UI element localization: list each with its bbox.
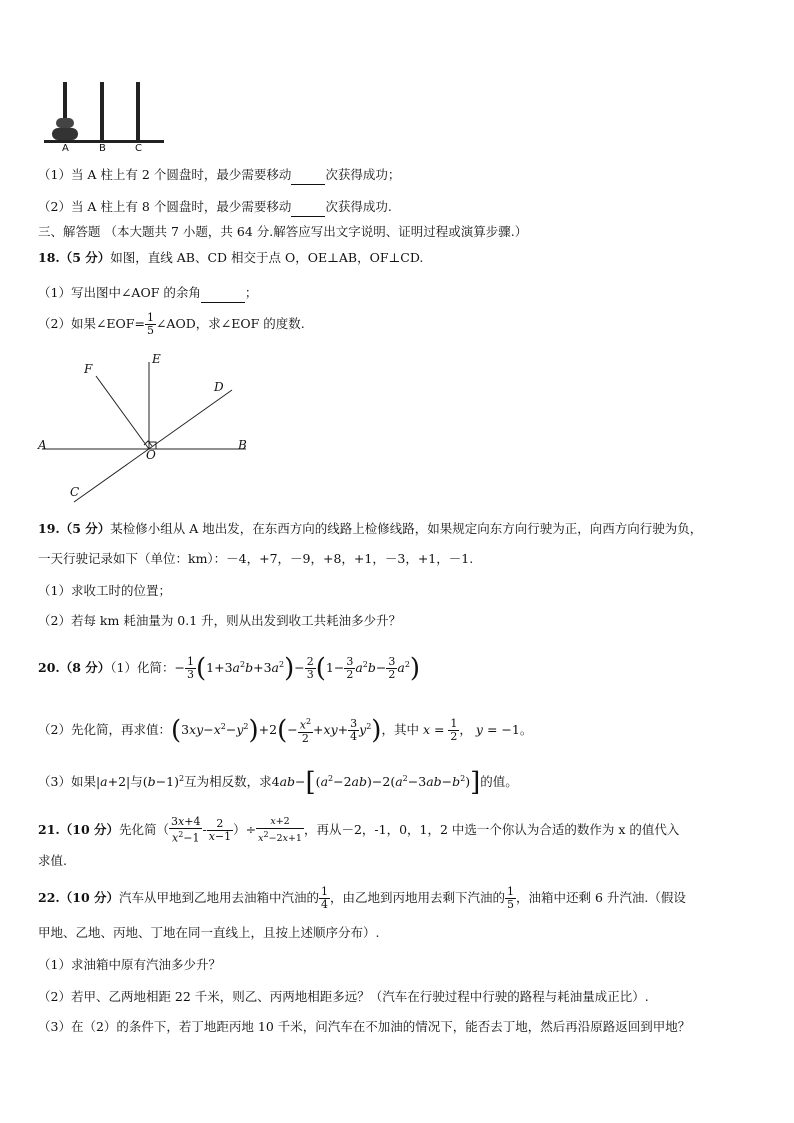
q21-text-a: 先化简（ <box>119 822 170 838</box>
point-label-e: E <box>152 352 161 366</box>
q21-line1 <box>38 816 679 845</box>
hanoi-q1-text: （1）当 A 柱上有 2 个圆盘时，最少需要移动 <box>38 167 292 182</box>
hanoi-label-c: C <box>135 143 142 154</box>
q19-sub1: （1）求收工时的位置； <box>38 583 171 598</box>
point-label-d: D <box>214 380 224 394</box>
hanoi-q1 <box>38 166 400 185</box>
q22-sub1: （1）求油箱中原有汽油多少升？ <box>38 957 221 972</box>
math-expression: $4ab-[(a^2-2ab)-2(a^2-3ab-b^2)]$ <box>271 767 481 798</box>
q19-sub2: （2）若每 km 耗油量为 0.1 升，则从出发到收工共耗油多少升？ <box>38 613 402 628</box>
answer-blank <box>291 166 325 185</box>
q18-sub1-text: （1）写出图中∠AOF 的余角 <box>38 285 201 300</box>
q22-text-a: 汽车从甲地到乙地用去油箱中汽油的 <box>119 890 320 905</box>
answer-blank <box>201 284 245 303</box>
hanoi-q1-end: 次获得成功； <box>325 167 401 182</box>
fraction: $\frac{1}{5}$ <box>507 885 515 911</box>
q20-sub3-label: （3）如果 <box>38 774 96 790</box>
point-label-a: A <box>38 438 47 452</box>
q20-sub3-end: 互为相反数，求 <box>184 774 272 790</box>
q19-line2: 一天行驶记录如下（单位：km）：－4，+7，－9，+8，+1，－3，+1，－1. <box>38 551 474 566</box>
q20-sub1-label: （1）化简： <box>110 660 175 676</box>
q18-sub1 <box>38 284 257 303</box>
q19-text: 某检修小组从 A 地出发，在东西方向的线路上检修线路，如果规定向东方向行驶为正，向西方向行驶为负， <box>110 521 703 536</box>
q20-sub3-mid: 与 <box>130 774 143 790</box>
math-expression: $(b-1)^2$ <box>142 774 185 790</box>
answer-blank <box>291 198 325 217</box>
math-expression: |a+2| <box>95 774 131 790</box>
q19-head: 19.（5 分） <box>38 521 111 536</box>
condition-expression: x = $\frac{1}{2}$ ， y = −1。 <box>422 716 533 743</box>
point-label-f: F <box>84 362 93 376</box>
section-title: 三、解答题 <box>38 224 101 239</box>
q18-sub2 <box>38 312 305 337</box>
hanoi-label-a: A <box>62 143 69 154</box>
q20-sub1 <box>38 653 421 684</box>
q19-line1 <box>38 520 702 538</box>
hanoi-q2-text: （2）当 A 柱上有 8 个圆盘时，最少需要移动 <box>38 199 292 214</box>
q21-head: 21.（10 分） <box>38 822 119 838</box>
hanoi-label-b: B <box>99 143 106 154</box>
q18-sub1-end: ； <box>244 285 258 300</box>
q22-sub3: （3）在（2）的条件下，若丁地距丙地 10 千米，问汽车在不加油的情况下，能否去丁地，然后再沿原路返回到甲地？ <box>38 1019 691 1034</box>
hanoi-q2 <box>38 198 392 217</box>
q20-head: 20.（8 分） <box>38 660 111 676</box>
q20-sub2-label: （2）先化简，再求值： <box>38 721 171 737</box>
section-desc: （本大题共 7 小题，共 64 分.解答应写出文字说明、证明过程或演算步骤.） <box>104 224 528 239</box>
q18-stem <box>38 249 423 267</box>
q18-head: 18.（5 分） <box>38 250 111 265</box>
q21-line2: 求值. <box>38 853 67 868</box>
fraction: $\frac{1}{4}$ <box>321 885 329 911</box>
point-label-c: C <box>70 485 80 499</box>
math-expression: $(3xy-x^2-y^2)+2(-$ $\frac{x^2}{2}$ +xy+ $\frac{3}{4}$ $y^2$) <box>170 715 382 746</box>
section-three-heading <box>38 223 527 241</box>
fraction: $\frac{1}{5}$ <box>146 311 154 337</box>
q22-line2: 甲地、乙地、丙地、丁地在同一直线上，且按上述顺序分布）. <box>38 925 380 940</box>
q20-sub2-cond: ，其中 <box>381 721 419 737</box>
q22-line1 <box>38 886 686 911</box>
q20-sub2 <box>38 716 532 745</box>
math-expression: − $\frac{1}{3}$ $(1+3a^2b+3a^2)-$ $\frac{2}{3}$ (1− $\frac{3}{2}$ $a^2b-$ $\frac{3}{2}$ $a^2$) <box>174 653 421 684</box>
hanoi-q2-end: 次获得成功. <box>325 199 392 214</box>
point-label-o: O <box>146 448 156 462</box>
q18-sub2-b: ∠AOD，求∠EOF 的度数. <box>155 316 305 331</box>
q22-text-b: ，由乙地到丙地用去剩下汽油的 <box>330 890 506 905</box>
q21-text-c: ，再从－2，-1，0，1，2 中选一个你认为合适的数作为 x 的值代入 <box>303 822 680 838</box>
point-label-b: B <box>238 438 247 452</box>
math-expression: $\frac{3x+4}{x^2-1}$ - $\frac{2}{x-1}$ <box>171 815 232 845</box>
q18-sub2-a: （2）如果∠EOF= <box>38 316 145 331</box>
q21-text-b: ）÷ <box>233 822 257 838</box>
q20-sub3-tail: 的值。 <box>480 774 518 790</box>
q22-text-c: ，油箱中还剩 6 升汽油.（假设 <box>516 890 686 905</box>
q18-text: 如图，直线 AB、CD 相交于点 O，OE⊥AB，OF⊥CD. <box>110 250 424 265</box>
angle-figure <box>36 352 256 507</box>
q22-head: 22.（10 分） <box>38 890 119 905</box>
q20-sub3 <box>38 767 518 798</box>
q22-sub2: （2）若甲、乙两地相距 22 千米，则乙、丙两地相距多远？（汽车在行驶过程中行驶的路程与耗油量成正比）. <box>38 989 649 1004</box>
math-expression: $\frac{x+2}{x^2-2x+1}$ <box>258 816 302 845</box>
